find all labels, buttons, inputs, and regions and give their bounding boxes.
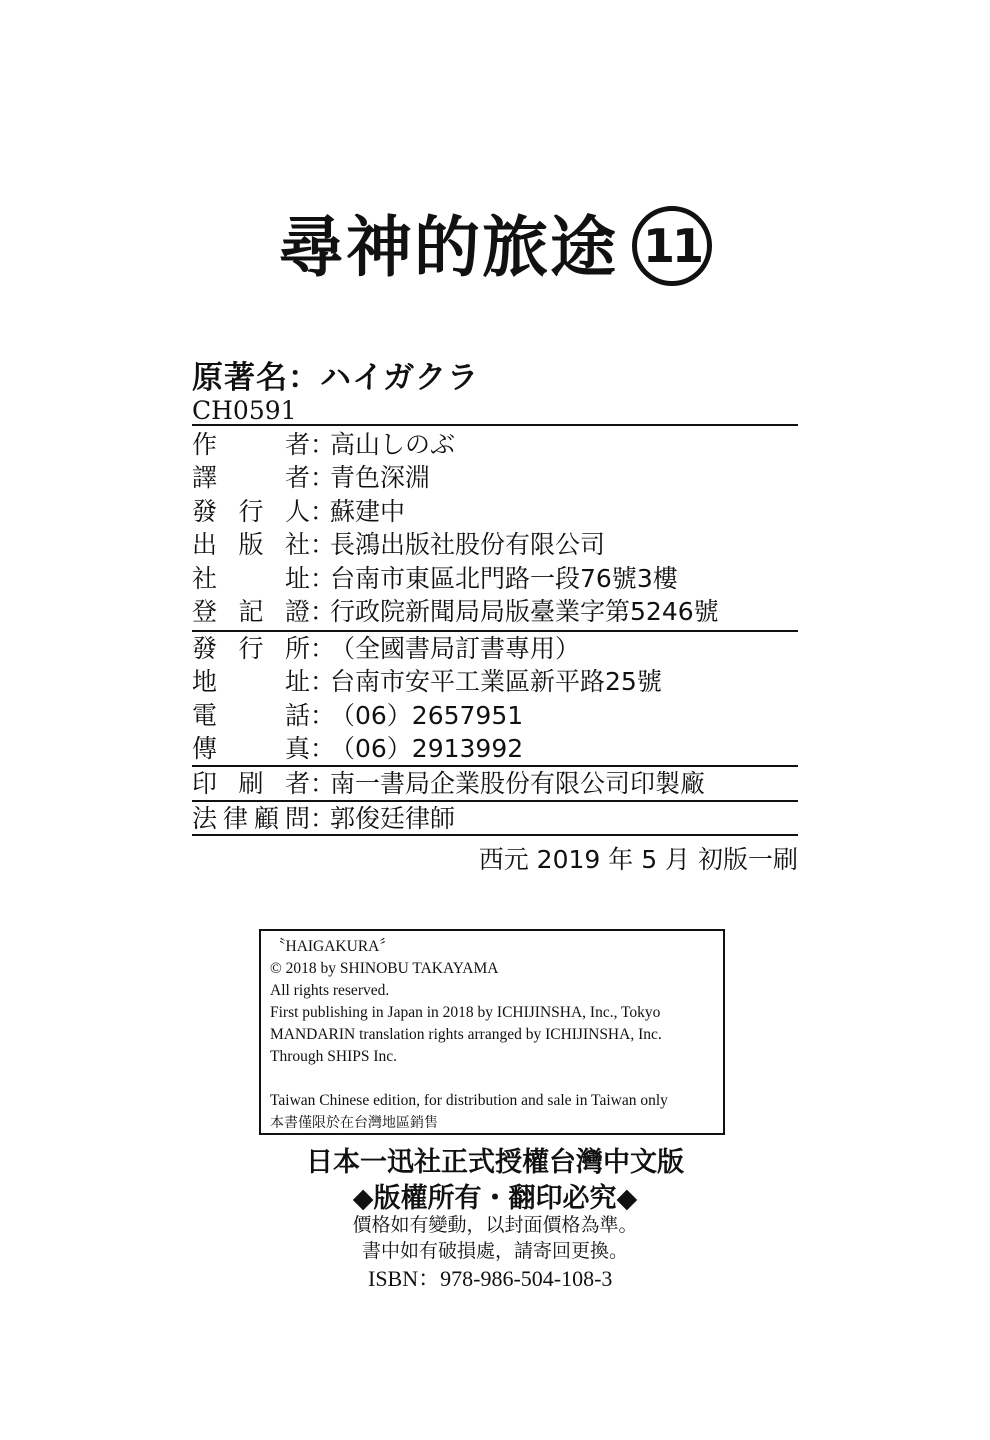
credit-label-char: 人 (284, 496, 310, 526)
credit-label (192, 699, 310, 732)
credit-label (192, 461, 310, 494)
credit-colon: ： (310, 734, 336, 764)
credit-label (192, 495, 310, 528)
credits-group-legal (192, 802, 798, 835)
credit-label-char: 行 (238, 496, 264, 526)
credit-row (192, 495, 798, 528)
edition-date: 西元 2019 年 5 月 初版一刷 (478, 845, 798, 874)
credit-row (192, 699, 798, 732)
credit-label (192, 562, 310, 595)
credit-row (192, 632, 798, 665)
credit-colon: ： (310, 804, 336, 833)
credit-value: 台南市安平工業區新平路25號 (330, 667, 662, 697)
copyright-line: All rights reserved. (270, 982, 390, 999)
credit-value: 台南市東區北門路一段76號3樓 (330, 563, 678, 593)
credit-colon: ： (310, 596, 336, 626)
credit-label-char: 地 (192, 667, 218, 697)
credit-row (192, 562, 798, 595)
divider (192, 834, 798, 836)
credit-label-char: 刷 (238, 769, 264, 798)
defect-notice: 書中如有破損處，請寄回更換。 (361, 1240, 628, 1262)
credit-row (192, 595, 798, 628)
credit-label-char: 電 (192, 700, 218, 730)
isbn: ISBN：978-986-504-108-3 (368, 1266, 613, 1291)
credit-label-char: 者 (284, 430, 310, 459)
book-title (0, 209, 990, 292)
credit-label-char: 譯 (192, 463, 218, 493)
credits-group-publisher (192, 428, 798, 628)
credit-label-char: 者 (284, 769, 310, 798)
catalog-code: CH0591 (192, 396, 297, 425)
credit-label (192, 595, 310, 628)
credit-row (192, 802, 798, 835)
credit-label-char: 登 (192, 596, 218, 626)
credit-label-char: 址 (284, 563, 310, 593)
credit-label-char: 社 (284, 530, 310, 560)
credit-colon: ： (310, 563, 336, 593)
original-title-value: ハイガクラ (320, 360, 480, 396)
credit-row (192, 665, 798, 698)
credit-label-char: 傳 (192, 734, 218, 764)
credit-label-char: 作 (192, 430, 218, 459)
credit-label-char: 行 (238, 634, 264, 663)
rights-statement: ◆版權所有・翻印必究◆ (352, 1183, 638, 1214)
credit-label-char: 印 (192, 769, 218, 798)
credit-value: 蘇建中 (330, 496, 406, 526)
credit-label (192, 528, 310, 561)
credit-label-char: 顧 (253, 804, 279, 833)
credit-label (192, 428, 310, 461)
book-title-text: 尋神的旅途 (278, 209, 618, 287)
credit-colon: ： (310, 530, 336, 560)
license-statement: 日本一迅社正式授權台灣中文版 (306, 1147, 684, 1178)
credit-value: （06）2657951 (330, 700, 524, 730)
credit-colon: ： (310, 667, 336, 697)
credit-label-char: 所 (284, 634, 310, 663)
credits-group-printer (192, 767, 798, 800)
distribution-notice: Taiwan Chinese edition, for distribution and sale in Taiwan only (270, 1092, 668, 1109)
credit-value: 高山しのぶ (330, 430, 456, 459)
credit-label (192, 665, 310, 698)
original-title (192, 352, 479, 397)
credit-label-char: 證 (284, 596, 310, 626)
credit-label-char: 律 (222, 804, 248, 833)
distribution-notice-zh: 本書僅限於在台灣地區銷售 (270, 1115, 438, 1131)
credit-colon: ： (310, 769, 336, 798)
volume-number-badge: 11 (632, 206, 712, 286)
credits-group-distributor (192, 632, 798, 766)
copyright-box (259, 929, 725, 1135)
credit-label (192, 732, 310, 765)
credit-label-char: 發 (192, 634, 218, 663)
credit-value: 南一書局企業股份有限公司印製廠 (330, 769, 706, 798)
credit-value: （全國書局訂書專用） (330, 634, 581, 663)
credit-label-char: 真 (284, 734, 310, 764)
credit-label-char: 問 (284, 804, 310, 833)
credit-label (192, 802, 310, 835)
credit-row (192, 732, 798, 765)
credit-label-char: 法 (192, 804, 218, 833)
credit-label-char: 者 (284, 463, 310, 493)
credit-value: 長鴻出版社股份有限公司 (330, 530, 606, 560)
copyright-line: © 2018 by SHINOBU TAKAYAMA (270, 960, 499, 977)
divider (192, 424, 798, 426)
credit-label-char: 址 (284, 667, 310, 697)
credit-label-char: 話 (284, 700, 310, 730)
price-notice: 價格如有變動，以封面價格為準。 (352, 1214, 638, 1236)
credit-colon: ： (310, 634, 336, 663)
credit-row (192, 767, 798, 800)
credit-row (192, 528, 798, 561)
credit-label (192, 767, 310, 800)
credit-colon: ： (310, 463, 336, 493)
copyright-lines (270, 936, 715, 1068)
copyright-line: Through SHIPS Inc. (270, 1048, 398, 1065)
copyright-line: First publishing in Japan in 2018 by ICHIJINSHA, Inc., Tokyo (270, 1004, 661, 1021)
credit-value: 郭俊廷律師 (330, 804, 456, 833)
credit-label-char: 版 (238, 530, 264, 560)
credit-value: （06）2913992 (330, 734, 524, 764)
credit-value: 青色深淵 (330, 463, 431, 493)
credit-label-char: 出 (192, 530, 218, 560)
copyright-line: 〝HAIGAKURA〞 (270, 938, 395, 955)
credit-label-char: 發 (192, 496, 218, 526)
credit-label (192, 632, 310, 665)
credit-colon: ： (310, 430, 336, 459)
credit-label-char: 記 (238, 596, 264, 626)
credit-colon: ： (310, 496, 336, 526)
credit-label-char: 社 (192, 563, 218, 593)
copyright-line: MANDARIN translation rights arranged by ICHIJINSHA, Inc. (270, 1026, 662, 1043)
original-title-label: 原著名： (192, 360, 320, 396)
credit-row (192, 428, 798, 461)
credit-colon: ： (310, 700, 336, 730)
credit-row (192, 461, 798, 494)
credit-value: 行政院新聞局局版臺業字第5246號 (330, 596, 719, 626)
